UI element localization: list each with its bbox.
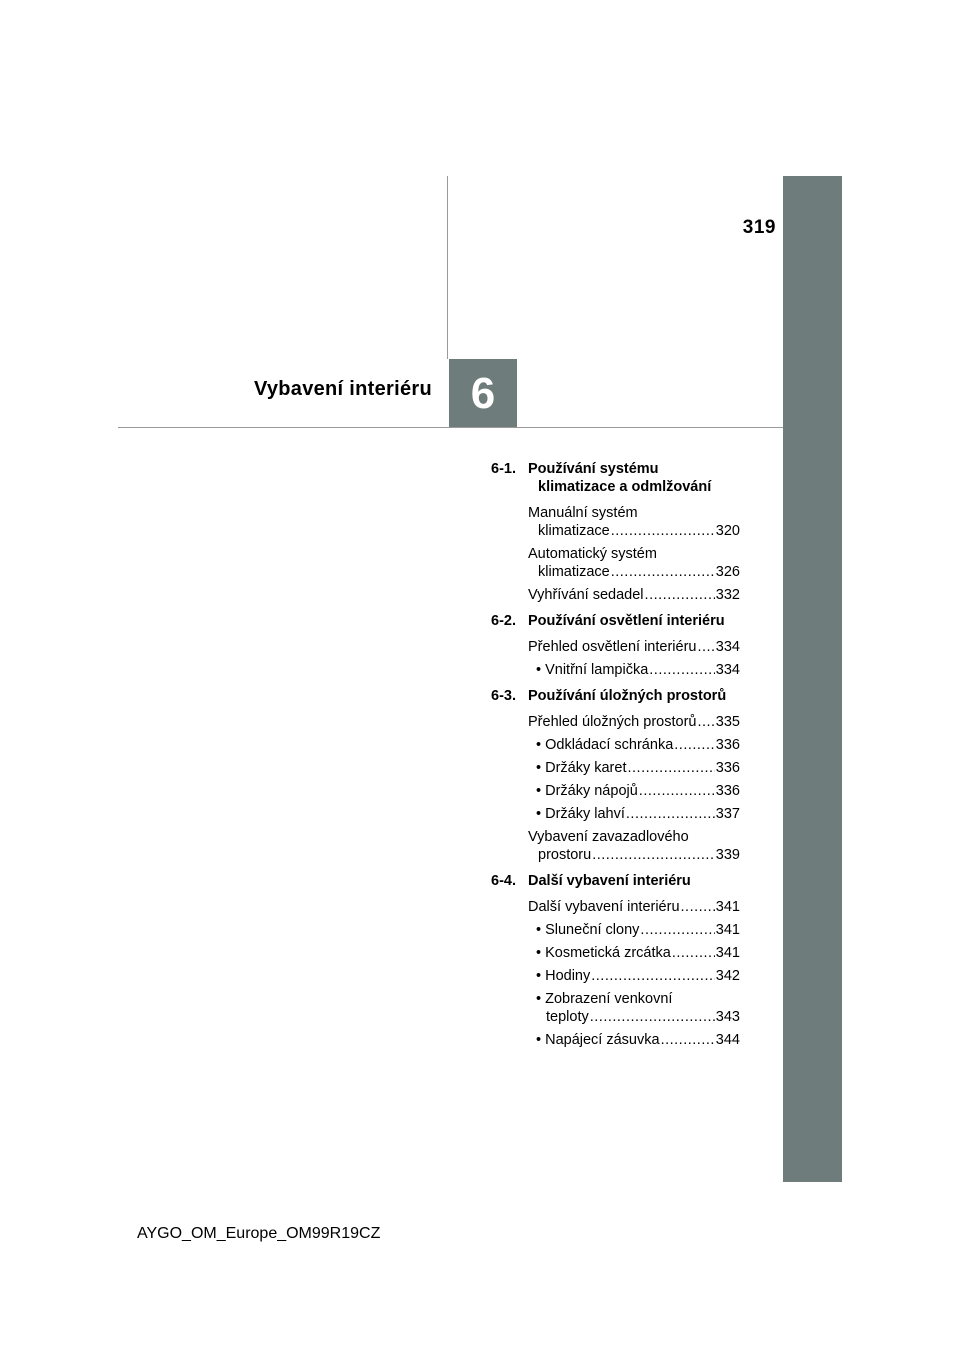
- entry-title: Manuální systém: [528, 505, 638, 521]
- entry-page: 341: [715, 922, 740, 938]
- toc-entry[interactable]: [528, 586, 740, 604]
- section-number: 6-4.: [491, 873, 516, 889]
- entry-page: 334: [715, 639, 740, 655]
- entry-page: 341: [715, 899, 740, 915]
- section-title: Používání systému: [528, 461, 659, 477]
- entry-page: 341: [715, 945, 740, 961]
- dot-leader: [611, 563, 715, 581]
- dot-leader: [697, 713, 714, 731]
- dot-leader: [639, 782, 715, 800]
- entry-title: • Sluneční clony: [536, 922, 640, 938]
- section-number: 6-2.: [491, 613, 516, 629]
- entry-page: 342: [715, 968, 740, 984]
- entry-title: • Napájecí zásuvka: [536, 1032, 660, 1048]
- document-footer-id: AYGO_OM_Europe_OM99R19CZ: [137, 1225, 381, 1242]
- vertical-rule: [447, 176, 448, 359]
- toc-entry[interactable]: [528, 898, 740, 916]
- entry-page: 326: [715, 564, 740, 580]
- toc-subentry[interactable]: [536, 782, 740, 800]
- entry-page: 336: [715, 760, 740, 776]
- entry-title: • Držáky karet: [536, 760, 627, 776]
- section-title: Další vybavení interiéru: [528, 873, 691, 889]
- entry-title: • Zobrazení venkovní: [536, 991, 673, 1007]
- section-number: 6-1.: [491, 461, 516, 477]
- dot-leader: [592, 846, 715, 864]
- entry-title: • Vnitřní lampička: [536, 662, 649, 678]
- chapter-title: Vybavení interiéru: [253, 378, 432, 400]
- dot-leader: [674, 736, 715, 754]
- chapter-sidebar-tab: [783, 176, 842, 1182]
- toc-subentry[interactable]: [536, 805, 740, 823]
- toc-section-6-1[interactable]: [491, 460, 740, 496]
- entry-page: 336: [715, 783, 740, 799]
- entry-page: 334: [715, 662, 740, 678]
- entry-title-line2: klimatizace: [538, 523, 610, 539]
- entry-page: 344: [715, 1032, 740, 1048]
- section-title: Používání úložných prostorů: [528, 688, 727, 704]
- section-title-line2: klimatizace a odmlžování: [538, 479, 712, 495]
- entry-title: Vybavení zavazadlového: [528, 829, 689, 845]
- entry-title: • Držáky nápojů: [536, 783, 638, 799]
- entry-title-line2: klimatizace: [538, 564, 610, 580]
- dot-leader: [672, 944, 715, 962]
- toc-subentry[interactable]: [536, 1031, 740, 1049]
- toc-subentry[interactable]: [536, 661, 740, 679]
- dot-leader: [627, 759, 714, 777]
- entry-title-line2: teploty: [546, 1009, 589, 1025]
- toc-entry[interactable]: [528, 828, 740, 864]
- section-title: Používání osvětlení interiéru: [528, 613, 725, 629]
- entry-page: 332: [715, 587, 740, 603]
- table-of-contents: [491, 460, 740, 1054]
- toc-section-6-3[interactable]: [491, 687, 740, 705]
- dot-leader: [640, 921, 714, 939]
- entry-page: 335: [715, 714, 740, 730]
- toc-subentry[interactable]: [536, 921, 740, 939]
- section-number: 6-3.: [491, 688, 516, 704]
- entry-page: 339: [715, 847, 740, 863]
- chapter-number-badge: 6: [449, 359, 517, 427]
- entry-title: Automatický systém: [528, 546, 657, 562]
- entry-page: 320: [715, 523, 740, 539]
- toc-subentry[interactable]: [536, 759, 740, 777]
- entry-title: • Odkládací schránka: [536, 737, 674, 753]
- dot-leader: [649, 661, 715, 679]
- entry-title: Přehled úložných prostorů: [528, 714, 697, 730]
- toc-subentry[interactable]: [536, 990, 740, 1026]
- toc-subentry[interactable]: [536, 944, 740, 962]
- toc-entry[interactable]: [528, 504, 740, 540]
- dot-leader: [591, 967, 715, 985]
- dot-leader: [611, 522, 715, 540]
- toc-subentry[interactable]: [536, 736, 740, 754]
- entry-page: 337: [715, 806, 740, 822]
- entry-title: Vyhřívání sedadel: [528, 587, 644, 603]
- toc-entry[interactable]: [528, 638, 740, 656]
- dot-leader: [697, 638, 714, 656]
- horizontal-rule: [118, 427, 783, 428]
- dot-leader: [681, 898, 715, 916]
- entry-title: • Kosmetická zrcátka: [536, 945, 671, 961]
- entry-title: • Hodiny: [536, 968, 591, 984]
- dot-leader: [626, 805, 715, 823]
- toc-section-6-4[interactable]: [491, 872, 740, 890]
- toc-subentry[interactable]: [536, 967, 740, 985]
- entry-title: • Držáky lahví: [536, 806, 625, 822]
- dot-leader: [645, 586, 715, 604]
- dot-leader: [661, 1031, 715, 1049]
- entry-title-line2: prostoru: [538, 847, 592, 863]
- entry-page: 343: [715, 1009, 740, 1025]
- dot-leader: [590, 1008, 715, 1026]
- toc-section-6-2[interactable]: [491, 612, 740, 630]
- entry-title: Přehled osvětlení interiéru: [528, 639, 697, 655]
- entry-page: 336: [715, 737, 740, 753]
- page-number: 319: [742, 217, 776, 238]
- toc-entry[interactable]: [528, 713, 740, 731]
- toc-entry[interactable]: [528, 545, 740, 581]
- entry-title: Další vybavení interiéru: [528, 899, 680, 915]
